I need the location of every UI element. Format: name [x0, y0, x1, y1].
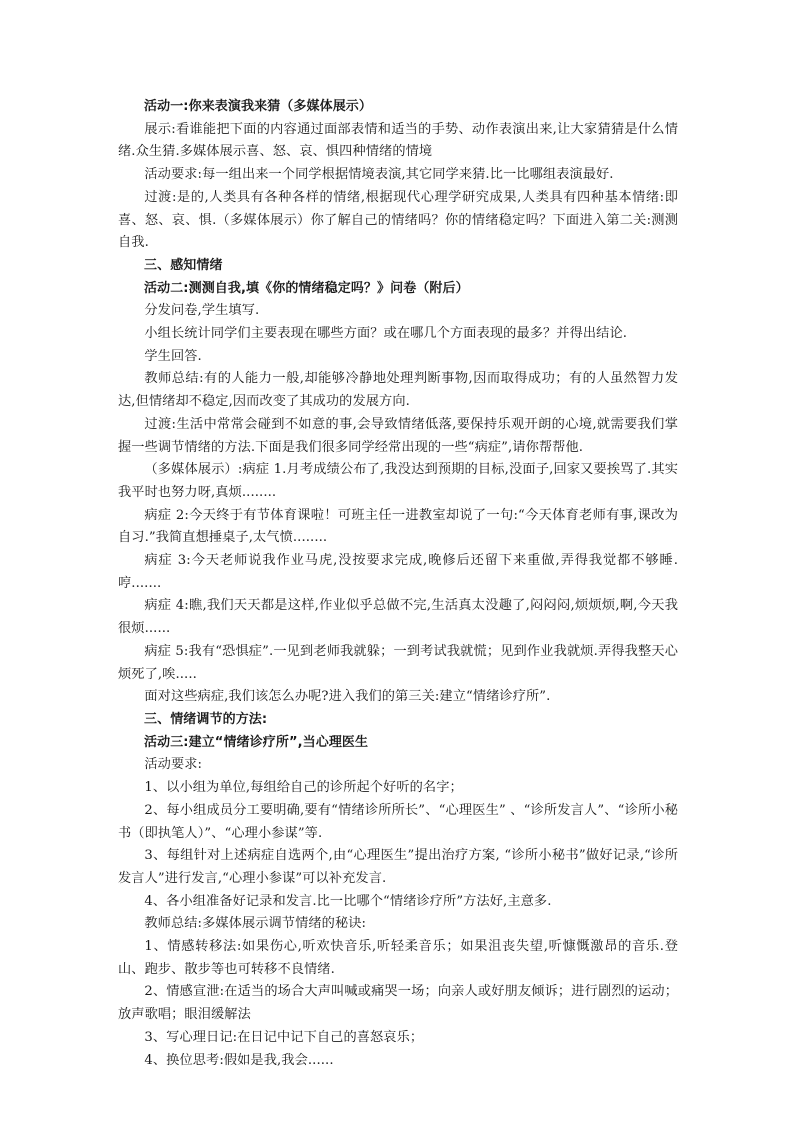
body-paragraph: 学生回答.	[144, 348, 202, 364]
body-paragraph: 1、情感转移法:如果伤心,听欢快音乐,听轻柔音乐；如果沮丧失望,听慷慨激昂的音乐.登山、跑步、散步等也可转移不良情绪.	[118, 939, 678, 977]
body-paragraph: 病症 2:今天终于有节体育课啦！可班主任一进教室却说了一句:“今天体育老师有事,课改为自习.”我简直想捶桌子,太气愤........	[118, 507, 678, 546]
body-paragraph: 教师总结:有的人能力一般,却能够冷静地处理判断事物,因而取得成功；有的人虽然智力发达,但情绪却不稳定,因而改变了其成功的发展方向.	[118, 371, 678, 410]
body-paragraph: 过渡:生活中常常会碰到不如意的事,会导致情绪低落,要保持乐观开朗的心境,就需要我们掌握一些调节情绪的方法.下面是我们很多同学经常出现的一些“病症”,请你帮帮他.	[118, 416, 678, 455]
section-heading: 三、感知情绪	[144, 257, 223, 273]
body-paragraph: 展示:看谁能把下面的内容通过面部表情和适当的手势、动作表演出来,让大家猜猜是什么情绪.众生猜.多媒体展示喜、怒、哀、惧四种情绪的情境	[118, 121, 678, 160]
body-paragraph: （多媒体展示）:病症 1.月考成绩公布了,我没达到预期的目标,没面子,回家又要挨骂了.其实我平时也努力呀,真烦........	[118, 462, 678, 500]
body-paragraph: 分发问卷,学生填写.	[144, 303, 260, 319]
body-paragraph: 面对这些病症,我们该怎么办呢?进入我们的第三关:建立“情绪诊疗所”.	[144, 689, 551, 705]
body-paragraph: 病症 5:我有“恐惧症”.一见到老师我就躲；一到考试我就慌；见到作业我就烦.弄得我整天心烦死了,唉.....	[118, 643, 678, 682]
body-paragraph: 病症 3:今天老师说我作业马虎,没按要求完成,晚修后还留下来重做,弄得我觉都不够睡.哼.......	[118, 553, 678, 591]
body-paragraph: 1、以小组为单位,每组给自己的诊所起个好听的名字；	[144, 780, 463, 796]
section-heading: 活动三:建立“情绪诊疗所”,当心理医生	[144, 734, 369, 750]
body-paragraph: 4、换位思考:假如是我,我会......	[144, 1052, 334, 1068]
body-paragraph: 小组长统计同学们主要表现在哪些方面？或在哪几个方面表现的最多？并得出结论.	[144, 326, 628, 342]
body-paragraph: 3、每组针对上述病症自选两个,由“心理医生”提出治疗方案, “诊所小秘书”做好记录,“诊所发言人”进行发言,“心理小参谋”可以补充发言.	[118, 848, 678, 886]
body-paragraph: 2、每小组成员分工要明确,要有“情绪诊所所长”、“心理医生” 、“诊所发言人”、“诊所小秘书（即执笔人）”、“心理小参谋”等.	[118, 802, 678, 841]
body-paragraph: 教师总结:多媒体展示调节情绪的秘诀:	[144, 916, 367, 932]
body-paragraph: 2、情感宣泄:在适当的场合大声叫喊或痛哭一场；向亲人或好朋友倾诉；进行剧烈的运动；放声歌唱；眼泪缓解法	[118, 984, 678, 1023]
body-paragraph: 活动要求:	[144, 757, 203, 773]
section-heading: 三、情绪调节的方法:	[144, 711, 268, 727]
body-paragraph: 4、各小组准备好记录和发言.比一比哪个“情绪诊疗所”方法好,主意多.	[144, 893, 552, 909]
body-paragraph: 病症 4:瞧,我们天天都是这样,作业似乎总做不完,生活真太没趣了,闷闷闷,烦烦烦,啊,今天我很烦......	[118, 598, 678, 637]
body-paragraph: 活动要求:每一组出来一个同学根据情境表演,其它同学来猜.比一比哪组表演最好.	[144, 167, 614, 183]
body-paragraph: 3、写心理日记:在日记中记下自己的喜怒哀乐；	[144, 1029, 424, 1045]
body-paragraph: 过渡:是的,人类具有各种各样的情绪,根据现代心理学研究成果,人类具有四种基本情绪:即喜、怒、哀、惧.（多媒体展示）你了解自己的情绪吗？你的情绪稳定吗？下面进入第二关:测测自我.	[118, 189, 678, 251]
document-page	[118, 96, 678, 1072]
section-heading: 活动一:你来表演我来猜（多媒体展示）	[144, 99, 372, 114]
section-heading: 活动二:测测自我,填《你的情绪稳定吗？》问卷（附后）	[144, 280, 469, 296]
